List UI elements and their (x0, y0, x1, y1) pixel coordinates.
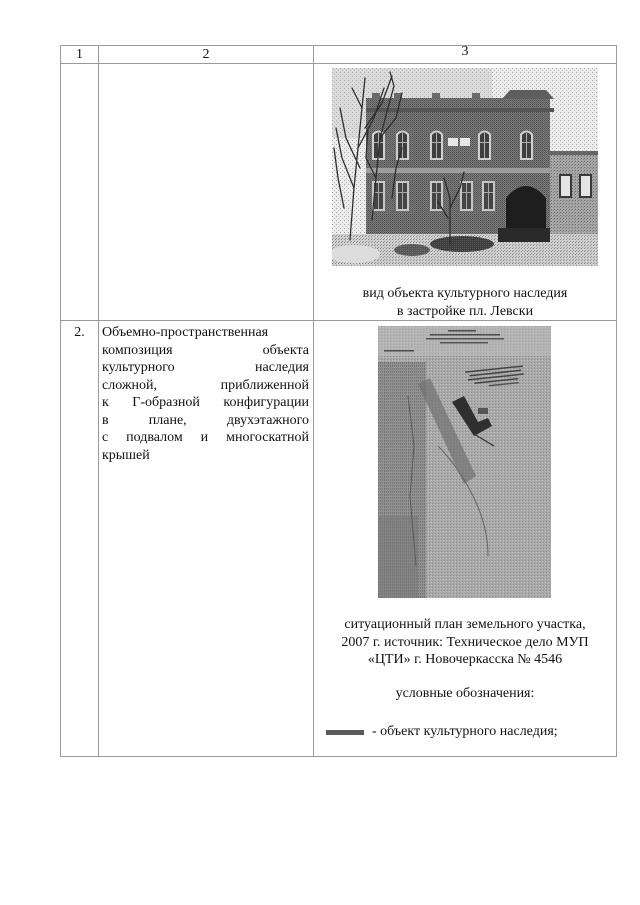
description-line: крышей (102, 447, 150, 463)
description-line: с подвалом и многоскатной (102, 430, 309, 445)
description-line: культурного наследия (102, 360, 309, 375)
description-cell (99, 64, 314, 321)
legend-item (314, 723, 616, 741)
table-row (61, 64, 617, 321)
description-line: к Г-образной конфигурации (102, 395, 309, 410)
legend-label: - объект культурного наследия; (372, 724, 558, 739)
neighbor-building (548, 151, 598, 238)
arched-gateway (506, 186, 546, 230)
row-number: 2. (74, 325, 85, 340)
caption-line: ситуационный план земельного участка, (344, 617, 586, 632)
description-line: в плане, двухэтажного (102, 412, 309, 428)
caption-line: вид объекта культурного наследия (362, 286, 568, 301)
caption-line: в застройке пл. Левски (396, 303, 534, 319)
header-cell-number (61, 46, 99, 64)
heritage-object-table (60, 45, 617, 757)
description-line: композиция объекта (102, 342, 309, 358)
header-label: 3 (461, 44, 469, 59)
legend-symbol (326, 730, 364, 735)
header-label: 1 (76, 47, 83, 62)
header-row (61, 46, 617, 64)
photo-caption (314, 285, 616, 320)
caption-line: «ЦТИ» г. Новочеркасска № 4546 (367, 652, 563, 667)
legend-title: условные обозначения: (395, 686, 535, 701)
description-cell (99, 321, 314, 757)
description-line: Объемно-пространственная (102, 325, 269, 340)
caption-line: 2007 г. источник: Техническое дело МУП (341, 634, 589, 650)
header-cell-description (99, 46, 314, 64)
illustration-cell (314, 64, 617, 321)
header-label: 2 (202, 47, 210, 62)
description-line: сложной, приближенной (102, 377, 309, 393)
building-photo (332, 68, 598, 266)
row-number-cell (61, 64, 99, 321)
plan-caption (314, 616, 616, 669)
illustration-cell (314, 321, 617, 757)
row-number-cell (61, 321, 99, 757)
description-text (102, 324, 309, 464)
table-row (61, 321, 617, 757)
header-cell-illustration (314, 46, 617, 64)
situation-plan-image (378, 326, 551, 598)
